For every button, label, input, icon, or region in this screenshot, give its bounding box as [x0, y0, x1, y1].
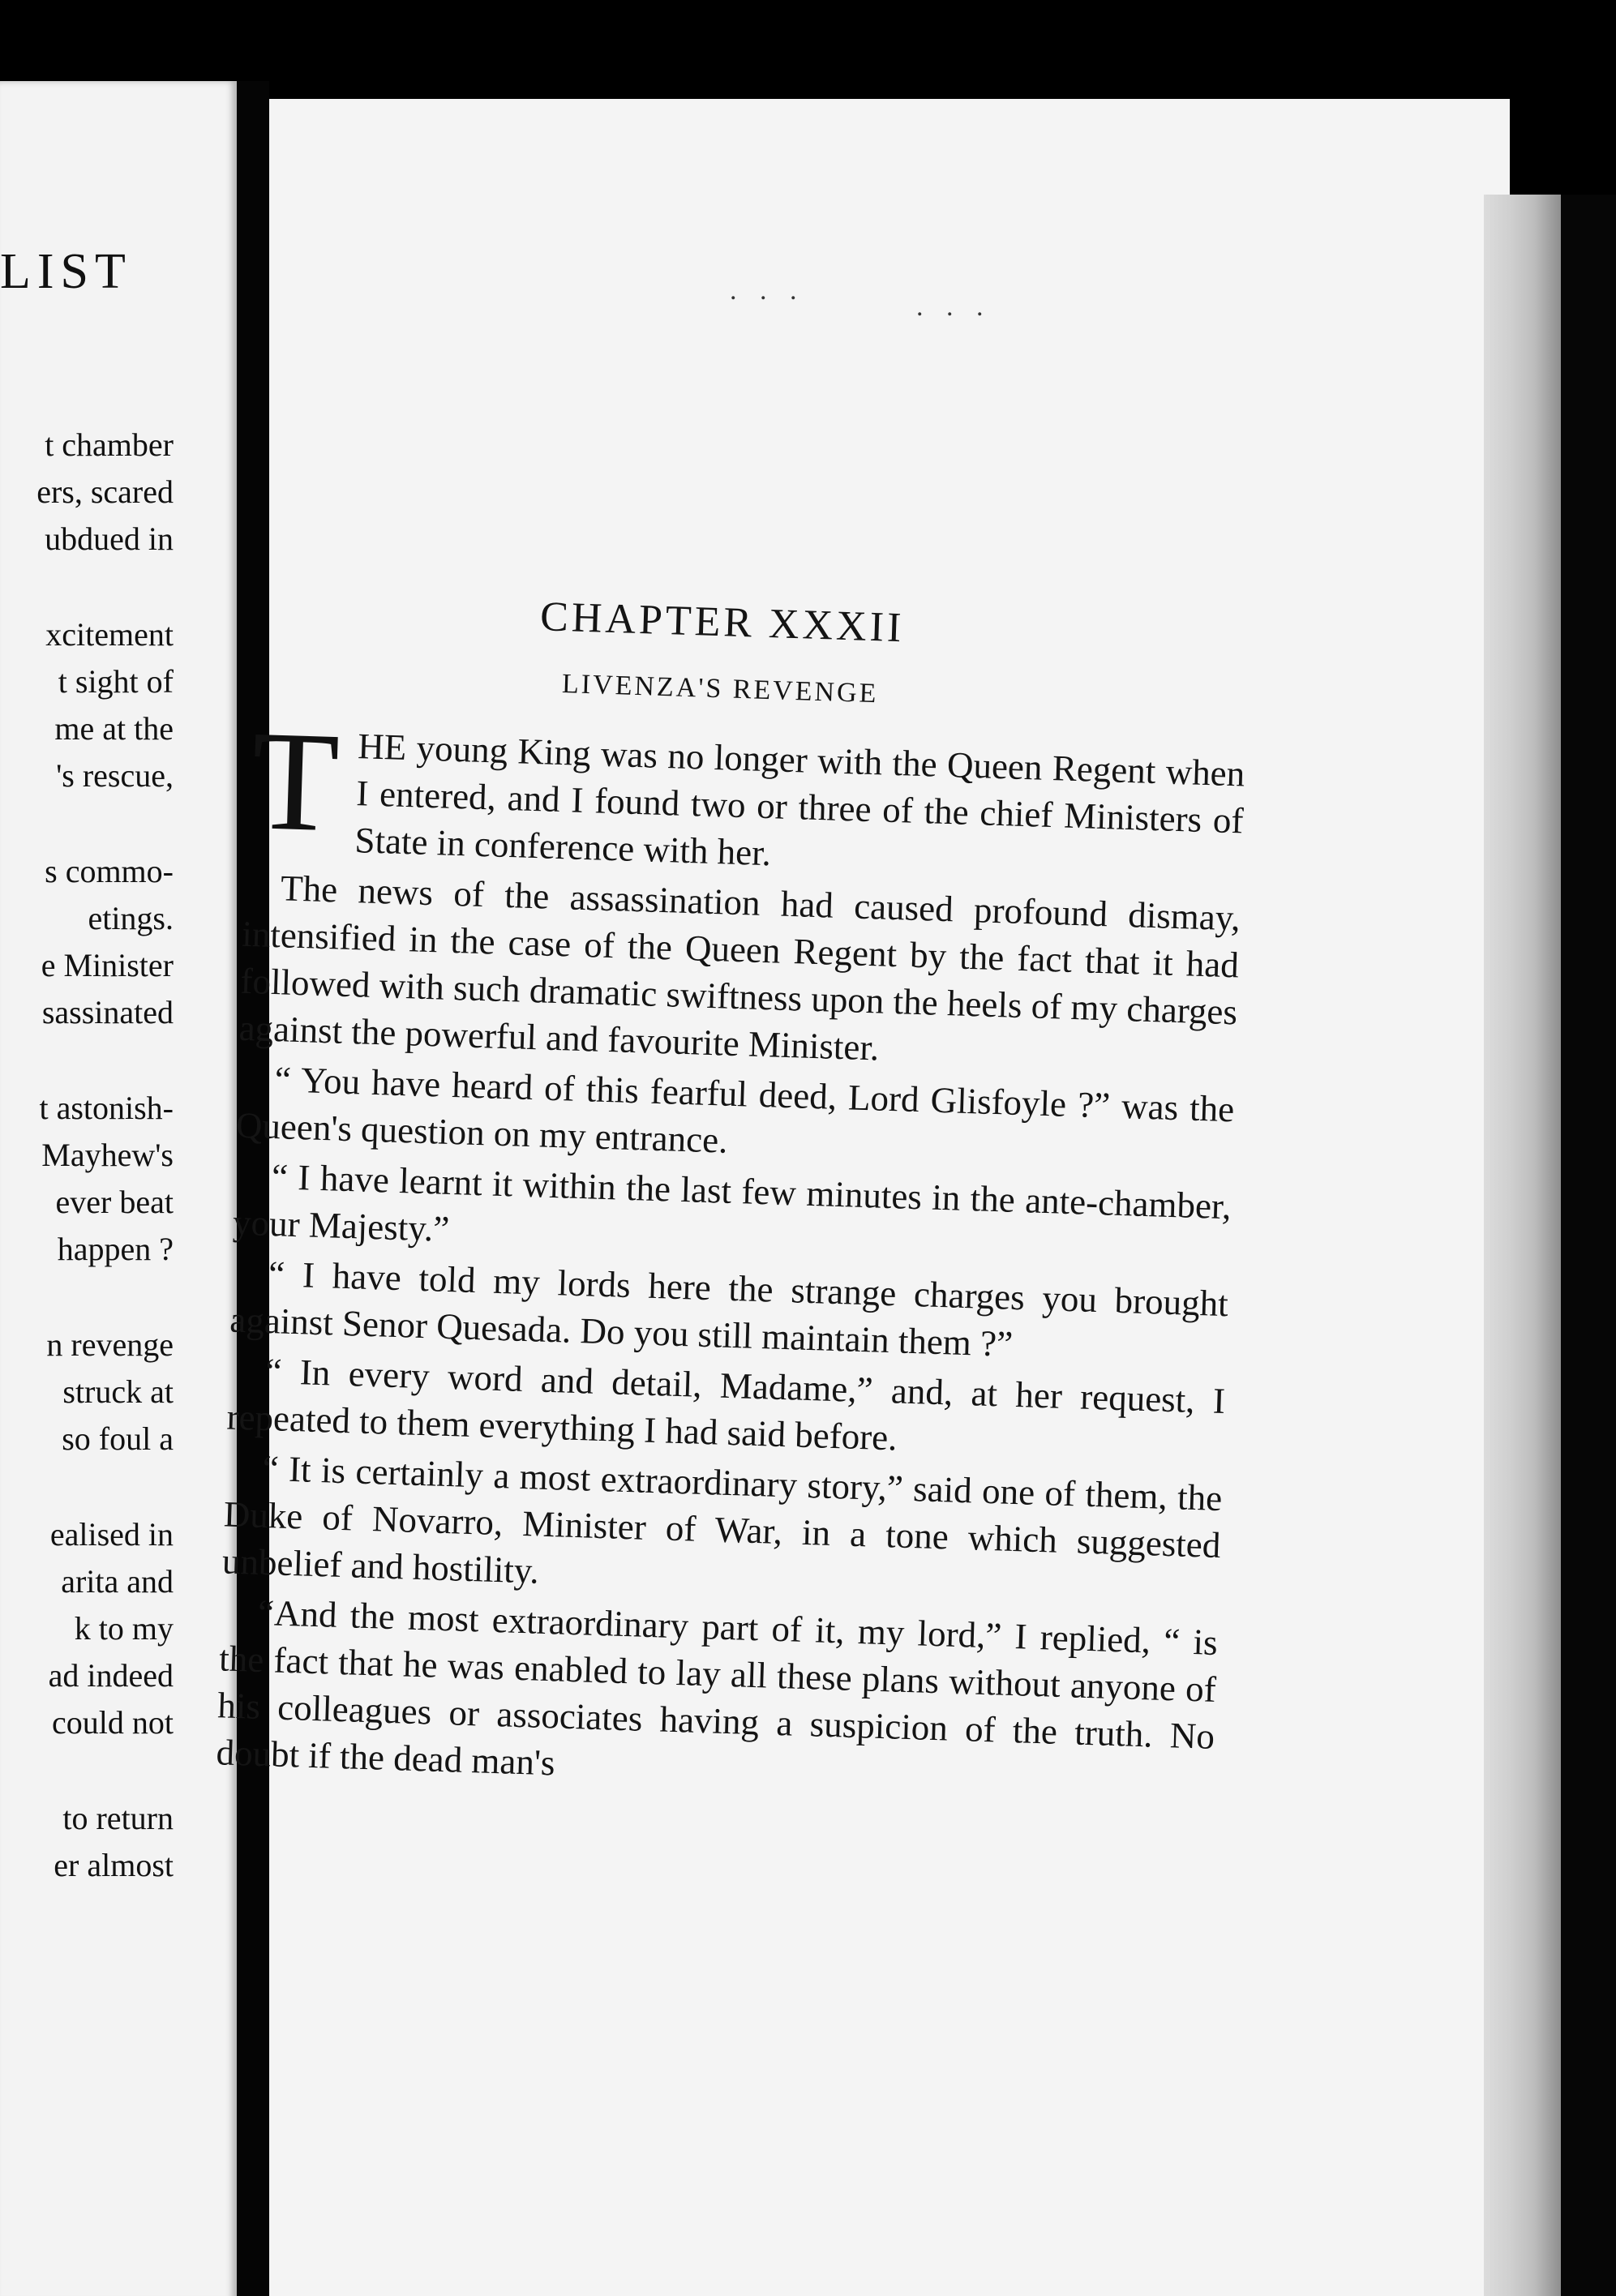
left-page-text — [0, 422, 174, 1889]
paragraph: “ You have heard of this fearful deed, Lord Glisfoyle ?” was the Queen's question on my entrance. — [235, 1059, 1236, 1161]
stray-marks-left: . . . — [730, 276, 805, 306]
page-edge — [1484, 195, 1561, 2296]
left-page-line: so foul a — [62, 1420, 174, 1457]
left-page-line: could not — [52, 1704, 174, 1741]
left-page-line: me at the — [54, 710, 174, 747]
stray-marks-right: . . . — [916, 292, 992, 322]
paragraph: “ In every word and detail, Madame,” and, at her request, I repeated to them everything I had said before. — [225, 1350, 1226, 1459]
left-page-line: t astonish- — [39, 1090, 174, 1126]
left-page-line: t sight of — [58, 663, 174, 700]
left-page-line: to return — [62, 1800, 174, 1836]
paragraph-text: HE young King was no longer with the Queen Regent when I entered, and I found two or three of the chief Ministers of State in conference with her. — [354, 726, 1246, 874]
left-page-line: sassinated — [41, 994, 174, 1030]
paragraph — [244, 701, 1246, 892]
left-page-line: Mayhew's — [41, 1137, 174, 1173]
left-page-line — [0, 799, 174, 848]
right-page-content — [216, 584, 1250, 1810]
left-page-line: er almost — [54, 1847, 174, 1883]
left-page-running-header: LIST — [0, 244, 132, 299]
left-page-line: arita and — [61, 1563, 174, 1600]
paragraph: “ It is certainly a most extraordinary story,” said one of them, the Duke of Novarro, Minister of War, in a tone which suggested unbelief and hostility. — [221, 1447, 1223, 1591]
paragraph: “ I have told my lords here the strange charges you brought against Senor Quesada. Do you still maintain them ?” — [229, 1253, 1229, 1364]
paragraph: “And the most extraordinary part of it, my lord,” I replied, “ is the fact that he was enabled to lay all these plans without anyone of his colleagues or associates having a suspicion of the truth. No doubt if the dead man's — [215, 1591, 1219, 1784]
left-page-line: ers, scared — [36, 473, 174, 510]
left-page-line — [0, 1036, 174, 1085]
left-page-line: e Minister — [41, 947, 174, 983]
drop-cap: T — [249, 701, 341, 863]
chapter-subtitle: LIVENZA'S REVENGE — [561, 669, 879, 709]
left-page-line: s commo- — [45, 853, 174, 889]
left-page-line: ealised in — [49, 1516, 174, 1553]
chapter-body — [215, 701, 1246, 1807]
left-page-line — [0, 563, 174, 611]
left-page-line: 's rescue, — [56, 757, 174, 794]
left-page-line: n revenge — [46, 1326, 174, 1363]
left-page-line — [0, 1746, 174, 1795]
left-page-line: ubdued in — [45, 520, 174, 557]
paragraph: The news of the assassination had caused profound dismay, intensified in the case of the Queen Regent by the fact that it had followed with such dramatic swiftness upon the heels of my charges against the powerful and favourite Minister. — [238, 867, 1241, 1069]
paragraph: “ I have learnt it within the last few minutes in the ante-chamber, your Majesty.” — [232, 1156, 1232, 1249]
left-page-line: t chamber — [45, 426, 174, 463]
left-page-line — [0, 1463, 174, 1511]
left-page-line: ad indeed — [48, 1657, 174, 1694]
scan-border — [1561, 195, 1616, 2296]
left-page-line: happen ? — [57, 1231, 174, 1267]
left-page-line: xcitement — [45, 616, 174, 653]
left-page-line — [0, 1273, 174, 1321]
left-page-line: k to my — [74, 1610, 174, 1647]
left-page-line: struck at — [62, 1373, 174, 1410]
left-page-line: etings. — [88, 900, 174, 936]
left-page-line: ever beat — [55, 1184, 174, 1220]
chapter-title: CHAPTER XXXII — [539, 593, 906, 652]
left-page — [0, 81, 237, 2296]
